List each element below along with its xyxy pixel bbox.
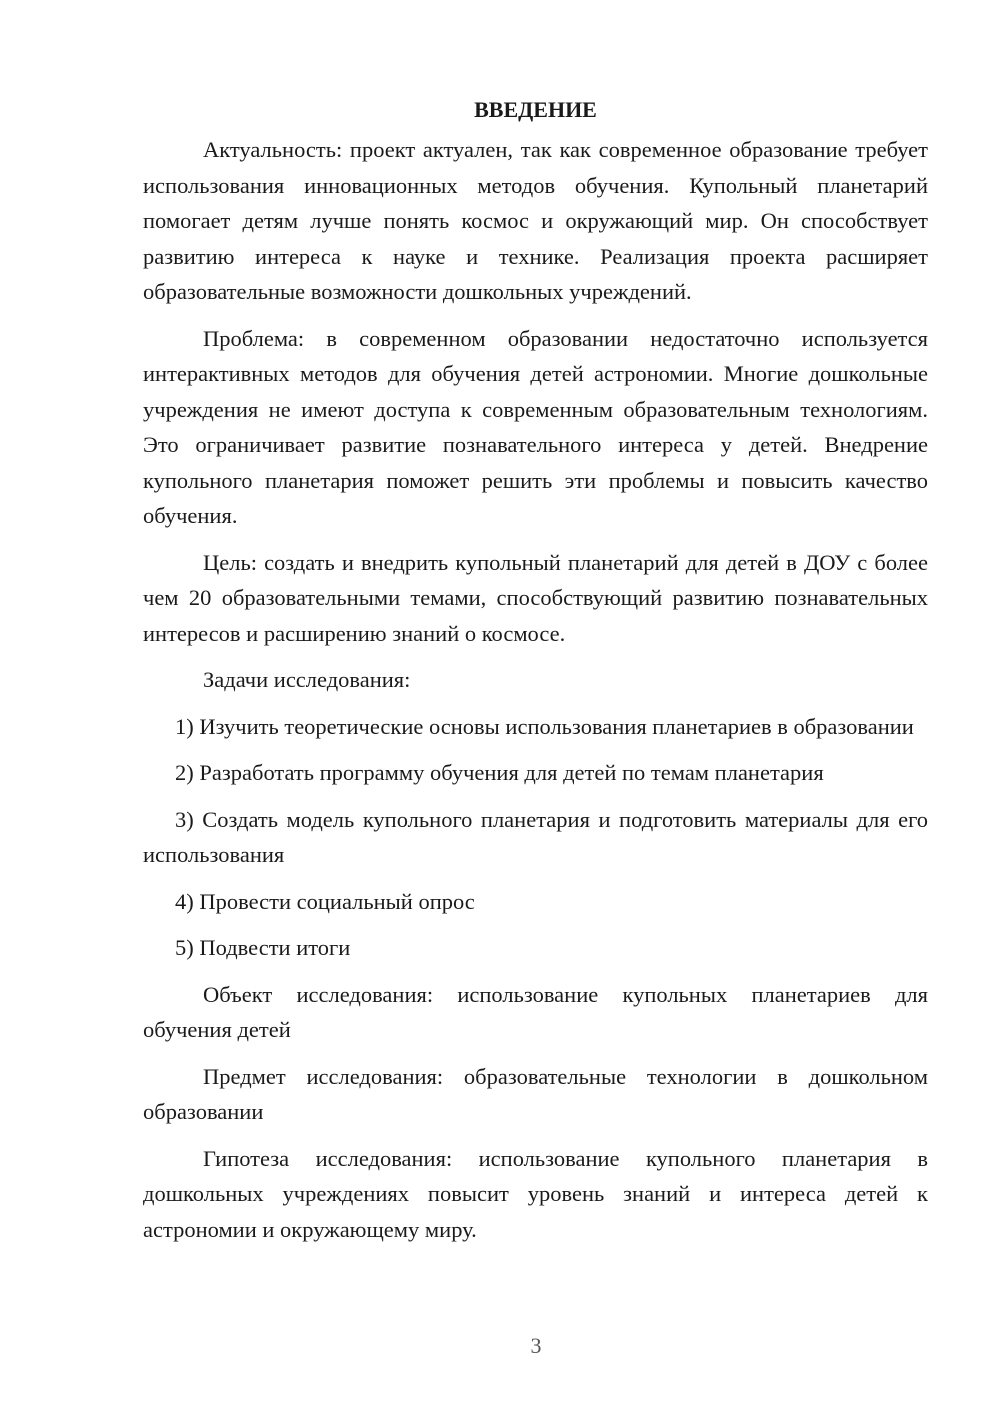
list-item: 1) Изучить теоретические основы использования планетариев в образовании [175, 713, 914, 739]
goal-paragraph: Цель: создать и внедрить купольный планетарий для детей в ДОУ с более чем 20 образовательными темами, способствующий развитию познавательных интересов и расширению знаний о космосе. [143, 549, 928, 646]
tasks-list [143, 709, 928, 966]
problem-paragraph: Проблема: в современном образовании недостаточно используется интерактивных методов для обучения детей астрономии. Многие дошкольные учреждения не имеют доступа к современным образовательным технологиям. Это ограничивает развитие познавательного интереса у детей. Внедрение купольного планетария поможет решить эти проблемы и повысить качество обучения. [143, 325, 928, 528]
page-number: 3 [530, 1333, 542, 1358]
list-item: 4) Провести социальный опрос [175, 888, 475, 914]
section-heading: ВВЕДЕНИЕ [474, 97, 597, 122]
list-item: 2) Разработать программу обучения для детей по темам планетария [175, 760, 824, 785]
list-item: 3) Создать модель купольного планетария и подготовить материалы для его использования [143, 806, 928, 867]
subject-paragraph: Предмет исследования: образовательные технологии в дошкольном образовании [143, 1063, 928, 1124]
relevance-paragraph: Актуальность: проект актуален, так как современное образование требует использования инновационных методов обучения. Купольный планетарий помогает детям лучше понять космос и окружающий мир. Он способствует развитию интереса к науке и технике. Реализация проекта расширяет образовательные возможности дошкольных учреждений. [143, 137, 928, 304]
hypothesis-paragraph: Гипотеза исследования: использование купольного планетария в дошкольных учреждениях повысит уровень знаний и интереса детей к астрономии и окружающему миру. [143, 1145, 928, 1242]
tasks-heading: Задачи исследования: [203, 667, 411, 692]
document-page [143, 92, 928, 1258]
object-paragraph: Объект исследования: использование купольных планетариев для обучения детей [143, 981, 928, 1042]
list-item: 5) Подвести итоги [175, 935, 351, 960]
